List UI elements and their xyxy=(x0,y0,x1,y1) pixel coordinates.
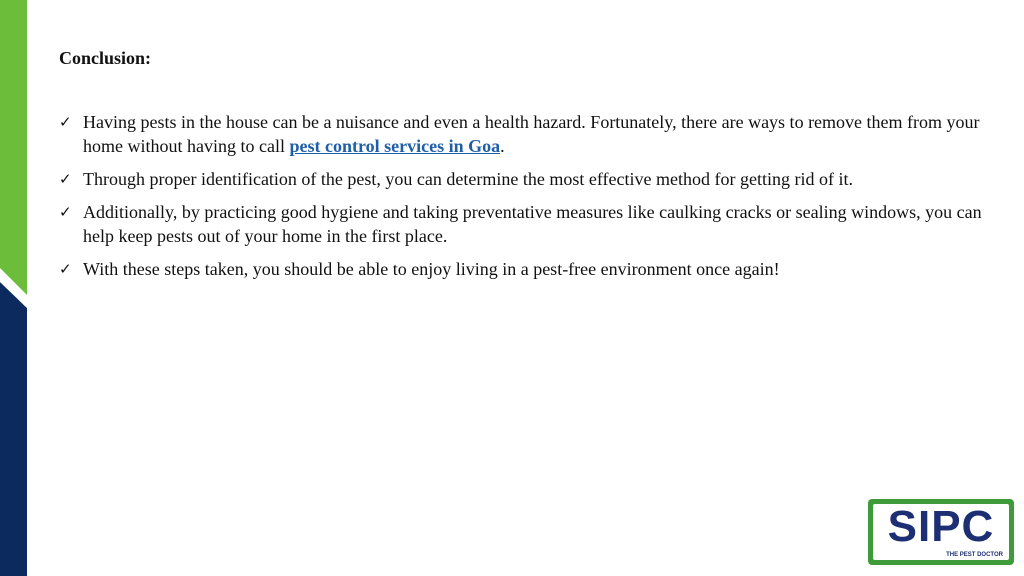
conclusion-list xyxy=(59,110,1009,290)
list-item xyxy=(59,110,1009,158)
accent-green-strip xyxy=(0,0,27,300)
bullet-text: Through proper identification of the pest, you can determine the most effective method for getting rid of it. xyxy=(83,169,853,189)
bullet-text: Additionally, by practicing good hygiene and taking preventative measures like caulking cracks or sealing windows, you can help keep pests out of your home in the first place. xyxy=(83,202,982,246)
check-icon: ✓ xyxy=(59,260,72,278)
pest-control-link[interactable]: pest control services in Goa xyxy=(289,136,501,156)
list-item xyxy=(59,200,1009,248)
bullet-text: With these steps taken, you should be able to enjoy living in a pest-free environment once again! xyxy=(83,259,780,279)
list-item xyxy=(59,257,1009,281)
bullet-text-after-link: . xyxy=(500,136,505,156)
logo-panel xyxy=(873,504,1009,560)
logo-tagline: THE PEST DOCTOR xyxy=(946,552,1003,558)
check-icon: ✓ xyxy=(59,170,72,188)
conclusion-heading: Conclusion: xyxy=(59,48,152,68)
logo-wordmark: SIPC xyxy=(887,504,995,551)
check-icon: ✓ xyxy=(59,113,72,131)
sipc-logo xyxy=(868,499,1014,565)
accent-bar-graphic xyxy=(0,0,27,576)
check-icon: ✓ xyxy=(59,203,72,221)
list-item xyxy=(59,167,1009,191)
accent-navy-strip xyxy=(0,282,27,576)
left-accent-bar xyxy=(0,0,27,576)
bullet-text-before-link: Having pests in the house can be a nuisance and even a health hazard. Fortunately, there are ways to remove them from your home without having to call xyxy=(83,112,980,156)
